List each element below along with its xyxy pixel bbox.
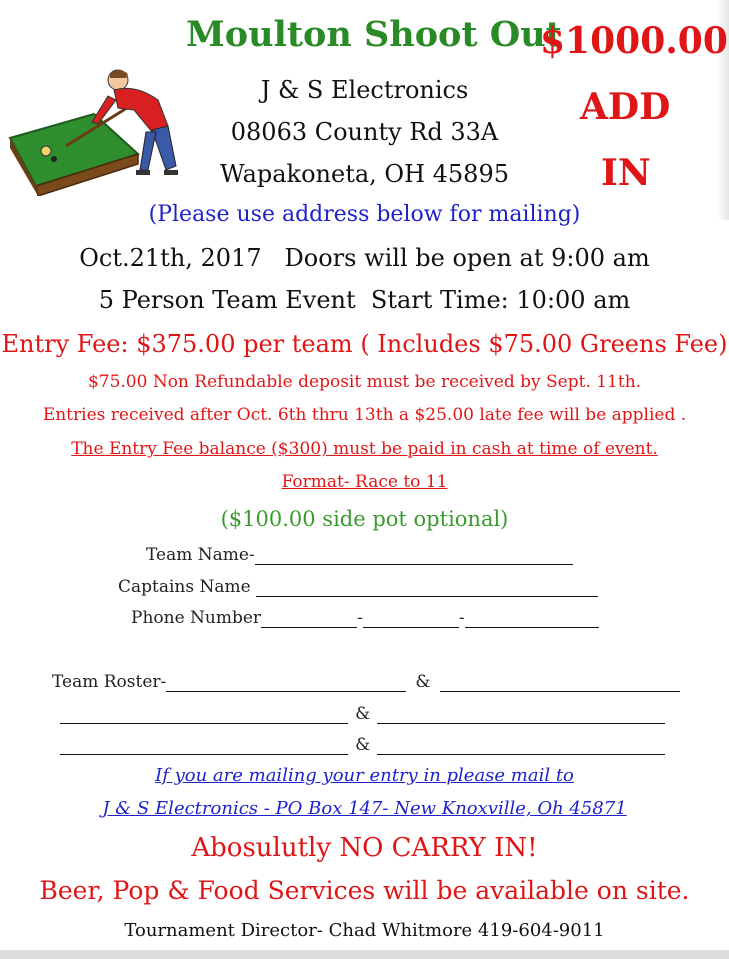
phone-label: Phone Number [131, 608, 262, 628]
roster-amp-2: & [355, 704, 371, 724]
event-team-line: 5 Person Team Event Start Time: 10:00 am [98, 286, 631, 314]
prize-amount: $1000.00 [540, 20, 728, 62]
format-note: Format- Race to 11 [281, 472, 448, 492]
bottom-bar [0, 950, 729, 959]
venue-street: 08063 County Rd 33A [230, 118, 499, 146]
roster-player-6-field[interactable] [377, 738, 665, 755]
phone-prefix-field[interactable] [363, 611, 459, 628]
side-pot-note: ($100.00 side pot optional) [220, 507, 509, 531]
roster-row-1 [52, 672, 680, 692]
mailing-address: J & S Electronics - PO Box 147- New Knoxville, Oh 45871 [102, 798, 627, 819]
roster-amp-1: & [415, 672, 431, 692]
entry-fee: Entry Fee: $375.00 per team ( Includes $75.00 Greens Fee) [1, 330, 728, 358]
captains-name-row [118, 577, 598, 597]
deposit-note: $75.00 Non Refundable deposit must be received by Sept. 11th. [87, 372, 642, 392]
event-date-line: Oct.21th, 2017 Doors will be open at 9:00 am [79, 244, 650, 272]
roster-player-3-field[interactable] [60, 707, 348, 724]
venue-name: J & S Electronics [260, 76, 469, 104]
roster-player-5-field[interactable] [60, 738, 348, 755]
roster-label: Team Roster- [52, 672, 167, 692]
team-name-row [146, 545, 573, 565]
phone-area-field[interactable] [261, 611, 357, 628]
services-notice: Beer, Pop & Food Services will be available on site. [39, 876, 690, 905]
add-text: ADD [580, 86, 671, 128]
mailing-note: (Please use address below for mailing) [148, 202, 581, 227]
tournament-director: Tournament Director- Chad Whitmore 419-604-9011 [124, 920, 605, 941]
late-fee-note: Entries received after Oct. 6th thru 13th a $25.00 late fee will be applied . [42, 405, 687, 425]
team-name-field[interactable] [255, 548, 573, 565]
roster-amp-3: & [355, 735, 371, 755]
captains-name-field[interactable] [256, 580, 598, 597]
roster-row-3 [60, 735, 665, 755]
balance-note: The Entry Fee balance ($300) must be paid in cash at time of event. [71, 439, 658, 459]
mailing-instruction: If you are mailing your entry in please mail to [155, 765, 574, 786]
roster-row-2 [60, 704, 665, 724]
phone-row [131, 608, 599, 628]
venue-city: Wapakoneta, OH 45895 [219, 160, 509, 188]
roster-player-2-field[interactable] [440, 675, 680, 692]
roster-player-1-field[interactable] [166, 675, 406, 692]
phone-separator-1: - [357, 608, 363, 628]
captains-name-label: Captains Name [118, 577, 251, 597]
no-carry-in-notice: Abosulutly NO CARRY IN! [191, 833, 538, 863]
team-name-label: Team Name- [146, 545, 255, 565]
event-title: Moulton Shoot Out [186, 14, 562, 55]
roster-player-4-field[interactable] [377, 707, 665, 724]
phone-line-field[interactable] [465, 611, 599, 628]
in-text: IN [601, 152, 651, 194]
phone-separator-2: - [458, 608, 465, 628]
